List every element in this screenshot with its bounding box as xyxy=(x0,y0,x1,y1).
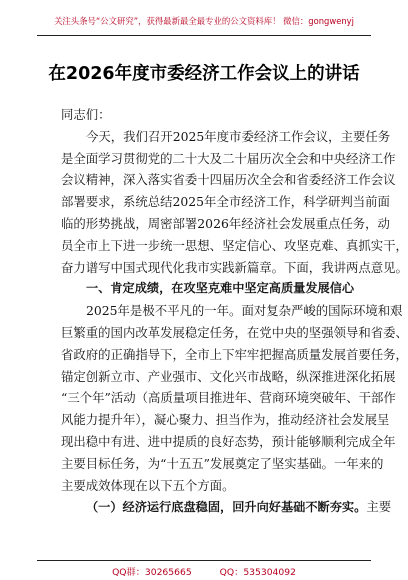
footer-contacts xyxy=(0,564,408,578)
footer-qq-group: QQ群：30265665 xyxy=(112,567,192,578)
paragraph-line: 奋力谱写中国式现代化我市实践新篇章。下面，我讲两点意见。 xyxy=(61,259,408,275)
paragraph-line: 员全市上下进一步统一思想、坚定信心、攻坚克难、真抓实干， xyxy=(61,237,408,253)
subsection-text: 主要 xyxy=(366,499,392,515)
section-heading: 一、肯定成绩，在攻坚克难中坚定高质量发展信心 xyxy=(86,281,355,296)
paragraph-line: 巨繁重的国内改革发展稳定任务，在党中央的坚强领导和省委、 xyxy=(61,324,408,340)
document-body xyxy=(61,104,408,518)
paragraph-line: 风能力提升年），凝心聚力、担当作为，推动经济社会发展呈 xyxy=(61,412,390,428)
paragraph-line: 临的形势挑战，周密部署2026年经济社会发展重点任务，动 xyxy=(61,215,390,231)
paragraph-line: 省政府的正确指导下，全市上下牢牢把握高质量发展首要任务， xyxy=(61,346,408,362)
salutation-line: 同志们： xyxy=(61,107,111,122)
paragraph-line: 现出稳中有进、进中提质的良好态势，预计能够顺利完成全年 xyxy=(61,433,396,449)
paragraph-line: “三个年”活动（高质量项目推进年、营商环境突破年、干部作 xyxy=(61,390,396,406)
paragraph-line: 主要成效体现在以下五个方面。 xyxy=(61,477,235,493)
paragraph-line: 部署要求，系统总结2025年全市经济工作，科学研判当前面 xyxy=(61,194,390,210)
subsection-heading: （一）经济运行底盘稳固，回升向好基础不断夯实。 xyxy=(86,500,367,515)
paragraph-line: 锚定创新立市、产业强市、文化兴市战略，纵深推进深化拓展 xyxy=(61,368,396,384)
header-divider xyxy=(37,35,371,36)
paragraph-line: 2025年是极不平凡的一年。面对复杂严峻的国际环境和艰 xyxy=(86,303,403,319)
paragraph-line: 主要目标任务，为“十五五”发展奠定了坚实基础。一年来的 xyxy=(61,455,384,471)
header-promo-note: 关注头条号“公文研究”，获得最新最全最专业的公文资料库！ 微信：gongwenyj xyxy=(54,16,354,26)
subsection-line xyxy=(61,496,392,518)
paragraph-line: 今天，我们召开2025年度市委经济工作会议，主要任务 xyxy=(86,128,391,144)
document-title: 在2026年度市委经济工作会议上的讲话 xyxy=(48,64,360,84)
paragraph-line: 是全面学习贯彻党的二十大及二十届历次全会和中央经济工作 xyxy=(61,150,396,166)
paragraph-line: 会议精神，深入落实省委十四届历次全会和省委经济工作会议 xyxy=(61,172,396,188)
footer-divider xyxy=(37,560,371,561)
footer-qq: QQ：535304092 xyxy=(219,567,296,578)
